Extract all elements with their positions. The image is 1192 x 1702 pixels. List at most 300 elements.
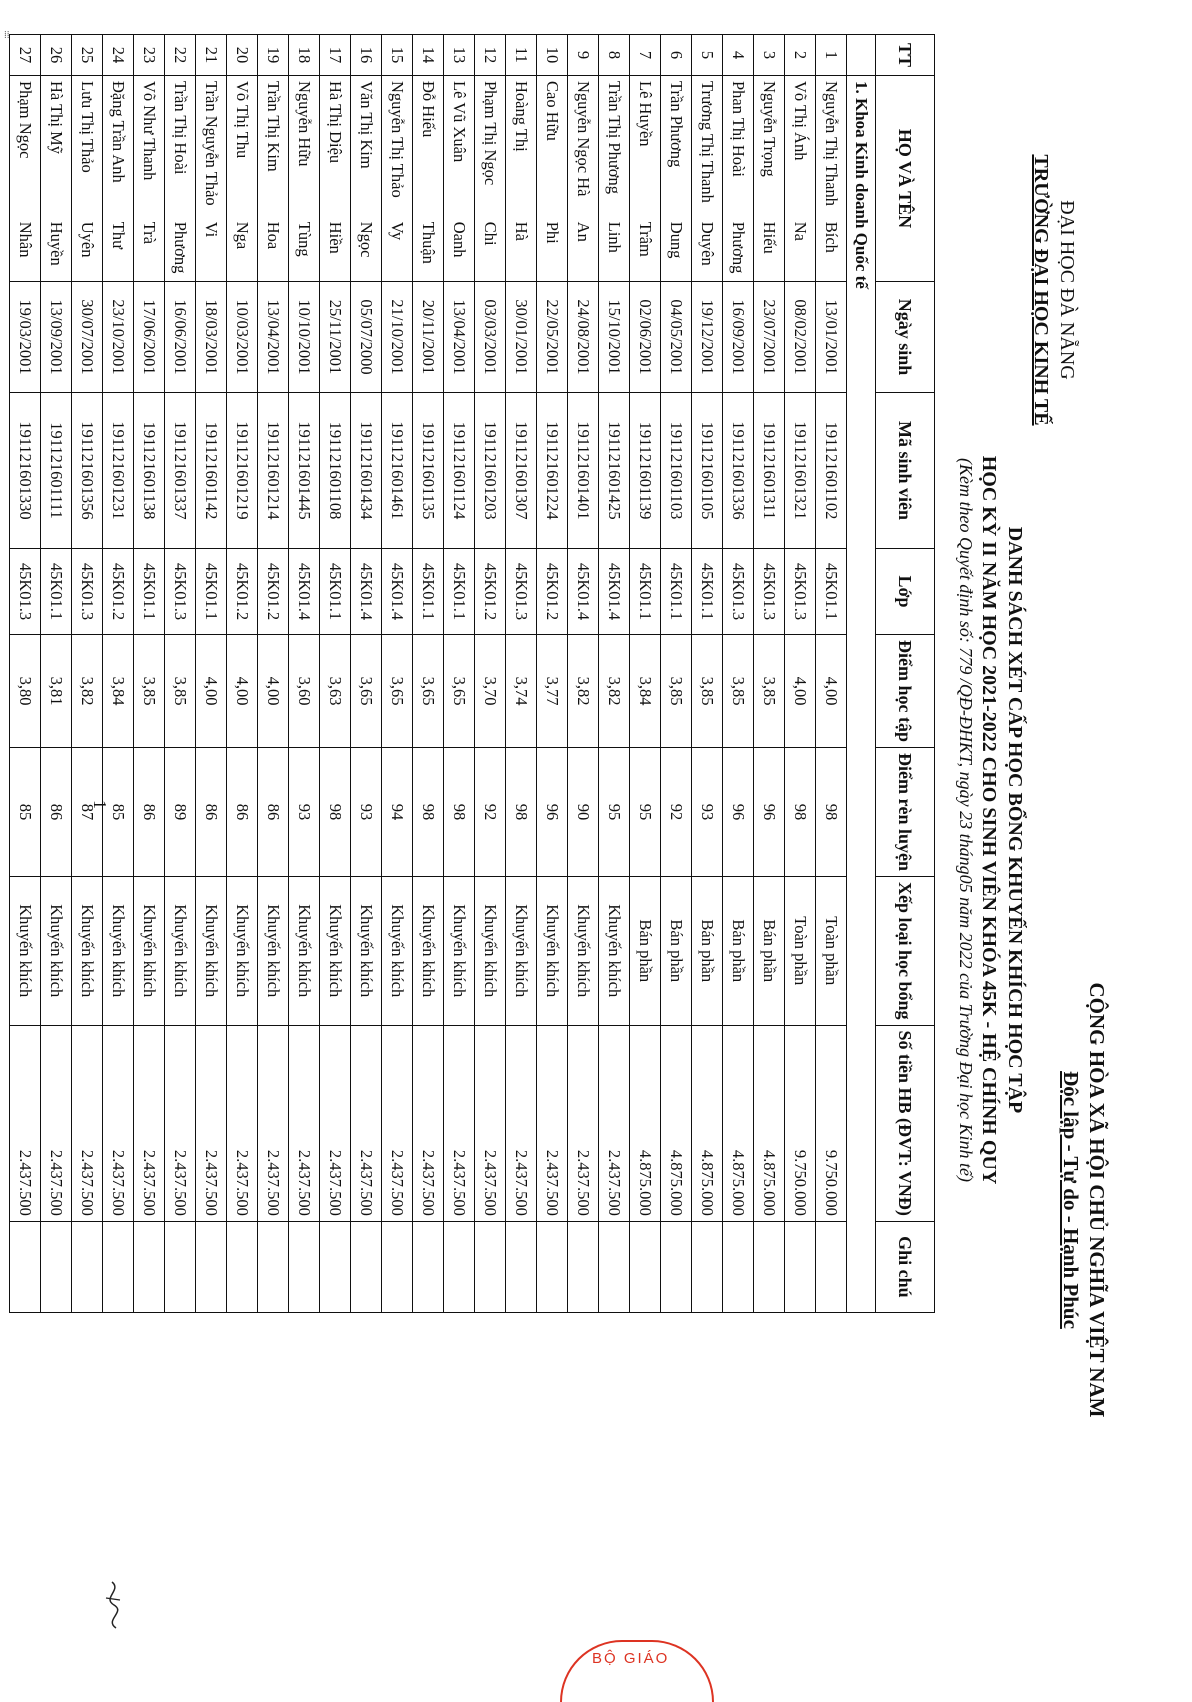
row-conduct-score: 94 [382,748,413,877]
row-family-name: Văn Thị Kim [351,76,382,217]
table-row [723,35,754,1313]
row-study-score: 3,85 [165,635,196,748]
row-amount: 2.437.500 [475,1025,506,1221]
row-tt: 7 [630,35,661,76]
row-family-name: Lê Vũ Xuân [444,76,475,217]
row-amount: 2.437.500 [289,1025,320,1221]
row-class: 45K01.2 [103,549,134,635]
row-given-name: Vy [382,217,413,282]
col-name: HỌ VÀ TÊN [876,76,935,282]
row-amount: 2.437.500 [599,1025,630,1221]
row-dob: 19/03/2001 [10,282,41,393]
row-given-name: Vi [196,217,227,282]
row-scholarship-type: Khuyến khích [506,876,537,1025]
table-row [72,35,103,1313]
table-row [816,35,847,1313]
row-class: 45K01.2 [475,549,506,635]
row-class: 45K01.2 [227,549,258,635]
row-given-name: Huyền [41,217,72,282]
row-scholarship-type: Khuyến khích [413,876,444,1025]
row-student-id: 191121601224 [537,393,568,549]
row-family-name: Hà Thị Diệu [320,76,351,217]
row-given-name: Nga [227,217,258,282]
row-dob: 30/07/2001 [72,282,103,393]
row-student-id: 191121601330 [10,393,41,549]
row-conduct-score: 98 [413,748,444,877]
row-given-name: Phương [165,217,196,282]
row-amount: 4.875.000 [723,1025,754,1221]
row-tt: 3 [754,35,785,76]
header-right [1058,880,1110,1520]
row-family-name: Hà Thị Mỹ [41,76,72,217]
row-given-name: Hà [506,217,537,282]
row-given-name: Uyên [72,217,103,282]
row-scholarship-type: Bán phần [630,876,661,1025]
row-tt: 12 [475,35,506,76]
row-scholarship-type: Bán phần [661,876,692,1025]
table-row [413,35,444,1313]
row-class: 45K01.4 [289,549,320,635]
table-row [599,35,630,1313]
row-tt: 17 [320,35,351,76]
row-given-name: Hiếu [754,217,785,282]
row-conduct-score: 93 [692,748,723,877]
row-study-score: 3,63 [320,635,351,748]
row-amount: 2.437.500 [537,1025,568,1221]
row-dob: 08/02/2001 [785,282,816,393]
row-note [258,1221,289,1312]
row-student-id: 191121601434 [351,393,382,549]
row-family-name: Trần Thị Phương [599,76,630,217]
row-family-name: Đỗ Hiếu [413,76,444,217]
table-row [475,35,506,1313]
row-amount: 2.437.500 [382,1025,413,1221]
row-family-name: Hoàng Thị [506,76,537,217]
national-motto: Độc lập - Tự do - Hạnh Phúc [1059,1071,1083,1329]
row-given-name: Duyên [692,217,723,282]
row-class: 45K01.4 [568,549,599,635]
row-given-name: Hoa [258,217,289,282]
row-class: 45K01.3 [723,549,754,635]
row-study-score: 3,85 [661,635,692,748]
row-conduct-score: 86 [134,748,165,877]
row-given-name: Thư [103,217,134,282]
row-tt: 13 [444,35,475,76]
row-study-score: 3,85 [723,635,754,748]
table-row [537,35,568,1313]
row-study-score: 3,80 [10,635,41,748]
row-given-name: Chi [475,217,506,282]
col-amount: Số tiền HB (ĐVT: VNĐ) [876,1025,935,1221]
row-student-id: 191121601142 [196,393,227,549]
row-conduct-score: 98 [320,748,351,877]
decision-reference: (Kèm theo Quyết định số: 779 /QĐ-ĐHKT, ngày 23 tháng05 năm 2022 của Trường Đại học Kinh tế) [956,457,976,1183]
row-class: 45K01.3 [785,549,816,635]
table-row [196,35,227,1313]
row-given-name: Na [785,217,816,282]
row-student-id: 191121601445 [289,393,320,549]
row-amount: 2.437.500 [568,1025,599,1221]
table-row [289,35,320,1313]
row-dob: 24/08/2001 [568,282,599,393]
row-family-name: Trần Phương [661,76,692,217]
row-amount: 2.437.500 [134,1025,165,1221]
row-student-id: 191121601336 [723,393,754,549]
table-row [568,35,599,1313]
table-row [320,35,351,1313]
row-tt: 14 [413,35,444,76]
row-dob: 13/04/2001 [258,282,289,393]
row-class: 45K01.1 [692,549,723,635]
row-scholarship-type: Bán phần [754,876,785,1025]
row-note [661,1221,692,1312]
row-amount: 2.437.500 [165,1025,196,1221]
row-family-name: Lưu Thị Thảo [72,76,103,217]
row-class: 45K01.1 [444,549,475,635]
row-class: 45K01.1 [320,549,351,635]
row-given-name: Dung [661,217,692,282]
row-family-name: Nguyễn Trọng [754,76,785,217]
row-study-score: 4,00 [258,635,289,748]
row-scholarship-type: Khuyến khích [320,876,351,1025]
row-student-id: 191121601102 [816,393,847,549]
col-tt: TT [876,35,935,76]
row-class: 45K01.4 [382,549,413,635]
row-conduct-score: 93 [351,748,382,877]
row-scholarship-type: Khuyến khích [258,876,289,1025]
scholarship-table [9,34,935,1313]
row-student-id: 191121601108 [320,393,351,549]
row-student-id: 191121601214 [258,393,289,549]
row-family-name: Võ Thị Ánh [785,76,816,217]
row-note [475,1221,506,1312]
row-note [754,1221,785,1312]
row-family-name: Phan Thị Hoài [723,76,754,217]
row-amount: 9.750.000 [785,1025,816,1221]
table-row [692,35,723,1313]
row-scholarship-type: Khuyến khích [351,876,382,1025]
row-family-name: Cao Hữu [537,76,568,217]
row-amount: 2.437.500 [103,1025,134,1221]
row-student-id: 191121601135 [413,393,444,549]
row-tt: 9 [568,35,599,76]
row-dob: 16/09/2001 [723,282,754,393]
row-dob: 15/10/2001 [599,282,630,393]
row-scholarship-type: Toàn phần [785,876,816,1025]
row-student-id: 191121601138 [134,393,165,549]
row-amount: 2.437.500 [258,1025,289,1221]
table-row [382,35,413,1313]
row-tt: 8 [599,35,630,76]
row-tt: 23 [134,35,165,76]
national-title: CỘNG HÒA XÃ HỘI CHỦ NGHĨA VIỆT NAM [1085,982,1109,1418]
row-class: 45K01.3 [165,549,196,635]
table-row [661,35,692,1313]
row-scholarship-type: Khuyến khích [134,876,165,1025]
row-scholarship-type: Khuyến khích [444,876,475,1025]
row-family-name: Nguyễn Ngọc Hà [568,76,599,217]
row-given-name: Trà [134,217,165,282]
row-amount: 2.437.500 [444,1025,475,1221]
row-note [506,1221,537,1312]
row-amount: 9.750.000 [816,1025,847,1221]
row-student-id: 191121601105 [692,393,723,549]
row-tt: 15 [382,35,413,76]
col-conduct-score: Điểm rèn luyện [876,748,935,877]
row-amount: 2.437.500 [41,1025,72,1221]
row-study-score: 3,81 [41,635,72,748]
row-amount: 2.437.500 [196,1025,227,1221]
table-row [630,35,661,1313]
row-tt: 25 [72,35,103,76]
row-tt: 2 [785,35,816,76]
row-study-score: 3,84 [630,635,661,748]
row-scholarship-type: Khuyến khích [165,876,196,1025]
row-dob: 19/12/2001 [692,282,723,393]
row-class: 45K01.3 [10,549,41,635]
row-study-score: 3,82 [599,635,630,748]
row-dob: 17/06/2001 [134,282,165,393]
table-row [351,35,382,1313]
row-scholarship-type: Khuyến khích [196,876,227,1025]
row-scholarship-type: Khuyến khích [41,876,72,1025]
rotated-document [16,20,1150,1620]
row-given-name: Phương [723,217,754,282]
col-scholarship-type: Xếp loại học bổng [876,876,935,1025]
row-study-score: 4,00 [196,635,227,748]
row-given-name: Linh [599,217,630,282]
row-note [227,1221,258,1312]
row-note [165,1221,196,1312]
row-given-name: Hiền [320,217,351,282]
row-study-score: 4,00 [785,635,816,748]
col-note: Ghi chú [876,1221,935,1312]
row-scholarship-type: Bán phần [723,876,754,1025]
row-tt: 21 [196,35,227,76]
row-conduct-score: 95 [630,748,661,877]
row-conduct-score: 90 [568,748,599,877]
row-note [72,1221,103,1312]
row-study-score: 3,85 [134,635,165,748]
row-dob: 10/03/2001 [227,282,258,393]
row-study-score: 3,65 [413,635,444,748]
row-conduct-score: 86 [258,748,289,877]
row-study-score: 3,70 [475,635,506,748]
row-note [816,1221,847,1312]
row-family-name: Nguyễn Thị Thảo [382,76,413,217]
row-conduct-score: 87 [72,748,103,877]
row-family-name: Phạm Ngọc [10,76,41,217]
row-scholarship-type: Khuyến khích [227,876,258,1025]
row-given-name: Thuận [413,217,444,282]
row-note [568,1221,599,1312]
row-study-score: 3,65 [382,635,413,748]
row-scholarship-type: Khuyến khích [568,876,599,1025]
row-study-score: 4,00 [227,635,258,748]
page-number: 1 [90,800,110,809]
row-given-name: Phi [537,217,568,282]
row-study-score: 3,84 [103,635,134,748]
row-scholarship-type: Khuyến khích [537,876,568,1025]
row-study-score: 3,85 [754,635,785,748]
row-dob: 16/06/2001 [165,282,196,393]
row-amount: 2.437.500 [506,1025,537,1221]
row-study-score: 3,60 [289,635,320,748]
row-conduct-score: 95 [599,748,630,877]
row-conduct-score: 92 [475,748,506,877]
col-class: Lớp [876,549,935,635]
row-note [103,1221,134,1312]
row-amount: 4.875.000 [661,1025,692,1221]
row-class: 45K01.1 [41,549,72,635]
row-student-id: 191121601461 [382,393,413,549]
row-conduct-score: 96 [723,748,754,877]
row-class: 45K01.2 [537,549,568,635]
row-given-name: Bích [816,217,847,282]
table-header-row [876,35,935,1313]
section-row [847,35,876,1313]
row-conduct-score: 92 [661,748,692,877]
row-study-score: 3,85 [692,635,723,748]
row-student-id: 191121601425 [599,393,630,549]
row-student-id: 191121601111 [41,393,72,549]
row-note [630,1221,661,1312]
row-note [599,1221,630,1312]
row-student-id: 191121601124 [444,393,475,549]
row-conduct-score: 86 [227,748,258,877]
table-row [258,35,289,1313]
row-note [10,1221,41,1312]
row-study-score: 3,65 [351,635,382,748]
stamp-text: BỘ GIÁO [592,1650,670,1667]
row-class: 45K01.1 [134,549,165,635]
row-class: 45K01.4 [599,549,630,635]
row-scholarship-type: Khuyến khích [10,876,41,1025]
table-row [103,35,134,1313]
row-tt: 22 [165,35,196,76]
row-note [444,1221,475,1312]
row-note [320,1221,351,1312]
row-note [785,1221,816,1312]
title-line-2: HỌC KỲ II NĂM HỌC 2021-2022 CHO SINH VIÊN KHÓA 45K - HỆ CHÍNH QUY [978,455,1000,1185]
row-scholarship-type: Khuyến khích [599,876,630,1025]
row-student-id: 191121601219 [227,393,258,549]
row-scholarship-type: Toàn phần [816,876,847,1025]
row-scholarship-type: Khuyến khích [289,876,320,1025]
row-tt: 19 [258,35,289,76]
row-dob: 30/01/2001 [506,282,537,393]
col-dob: Ngày sinh [876,282,935,393]
row-amount: 2.437.500 [413,1025,444,1221]
row-conduct-score: 98 [816,748,847,877]
row-given-name: Oanh [444,217,475,282]
row-student-id: 191121601337 [165,393,196,549]
row-conduct-score: 98 [444,748,475,877]
row-dob: 02/06/2001 [630,282,661,393]
row-dob: 18/03/2001 [196,282,227,393]
row-given-name: Nhân [10,217,41,282]
table-row [10,35,41,1313]
row-conduct-score: 93 [289,748,320,877]
row-dob: 20/11/2001 [413,282,444,393]
row-student-id: 191121601321 [785,393,816,549]
row-tt: 1 [816,35,847,76]
row-note [413,1221,444,1312]
table-row [506,35,537,1313]
signature-mark [92,1580,132,1630]
row-amount: 2.437.500 [10,1025,41,1221]
row-class: 45K01.1 [196,549,227,635]
row-conduct-score: 85 [10,748,41,877]
row-tt: 20 [227,35,258,76]
table-row [227,35,258,1313]
row-scholarship-type: Khuyến khích [103,876,134,1025]
row-dob: 22/05/2001 [537,282,568,393]
row-conduct-score: 98 [506,748,537,877]
row-class: 45K01.2 [258,549,289,635]
row-given-name: Ngọc [351,217,382,282]
row-student-id: 191121601311 [754,393,785,549]
row-study-score: 4,00 [816,635,847,748]
row-dob: 03/03/2001 [475,282,506,393]
row-study-score: 3,74 [506,635,537,748]
table-row [41,35,72,1313]
row-study-score: 3,65 [444,635,475,748]
row-student-id: 191121601103 [661,393,692,549]
row-scholarship-type: Bán phần [692,876,723,1025]
row-student-id: 191121601307 [506,393,537,549]
row-family-name: Trần Thị Kim [258,76,289,217]
row-class: 45K01.3 [72,549,103,635]
row-conduct-score: 89 [165,748,196,877]
scan-margin-mark: ⁞⁞ [4,30,10,41]
row-student-id: 191121601203 [475,393,506,549]
row-student-id: 191121601356 [72,393,103,549]
row-class: 45K01.1 [630,549,661,635]
row-family-name: Lê Huyền [630,76,661,217]
row-note [382,1221,413,1312]
row-tt: 16 [351,35,382,76]
row-note [289,1221,320,1312]
row-student-id: 191121601231 [103,393,134,549]
row-class: 45K01.1 [816,549,847,635]
row-tt: 27 [10,35,41,76]
row-note [692,1221,723,1312]
row-class: 45K01.1 [661,549,692,635]
row-dob: 23/10/2001 [103,282,134,393]
row-study-score: 3,82 [568,635,599,748]
row-class: 45K01.3 [506,549,537,635]
row-given-name: Trâm [630,217,661,282]
row-class: 45K01.1 [413,549,444,635]
row-amount: 4.875.000 [754,1025,785,1221]
table-row [785,35,816,1313]
col-study-score: Điểm học tập [876,635,935,748]
row-given-name: An [568,217,599,282]
row-note [537,1221,568,1312]
row-student-id: 191121601139 [630,393,661,549]
row-tt: 4 [723,35,754,76]
row-dob: 05/07/2000 [351,282,382,393]
row-dob: 23/07/2001 [754,282,785,393]
row-family-name: Võ Như Thanh [134,76,165,217]
table-row [444,35,475,1313]
row-amount: 4.875.000 [630,1025,661,1221]
table-row [165,35,196,1313]
row-family-name: Võ Thị Thu [227,76,258,217]
row-dob: 25/11/2001 [320,282,351,393]
row-tt: 26 [41,35,72,76]
